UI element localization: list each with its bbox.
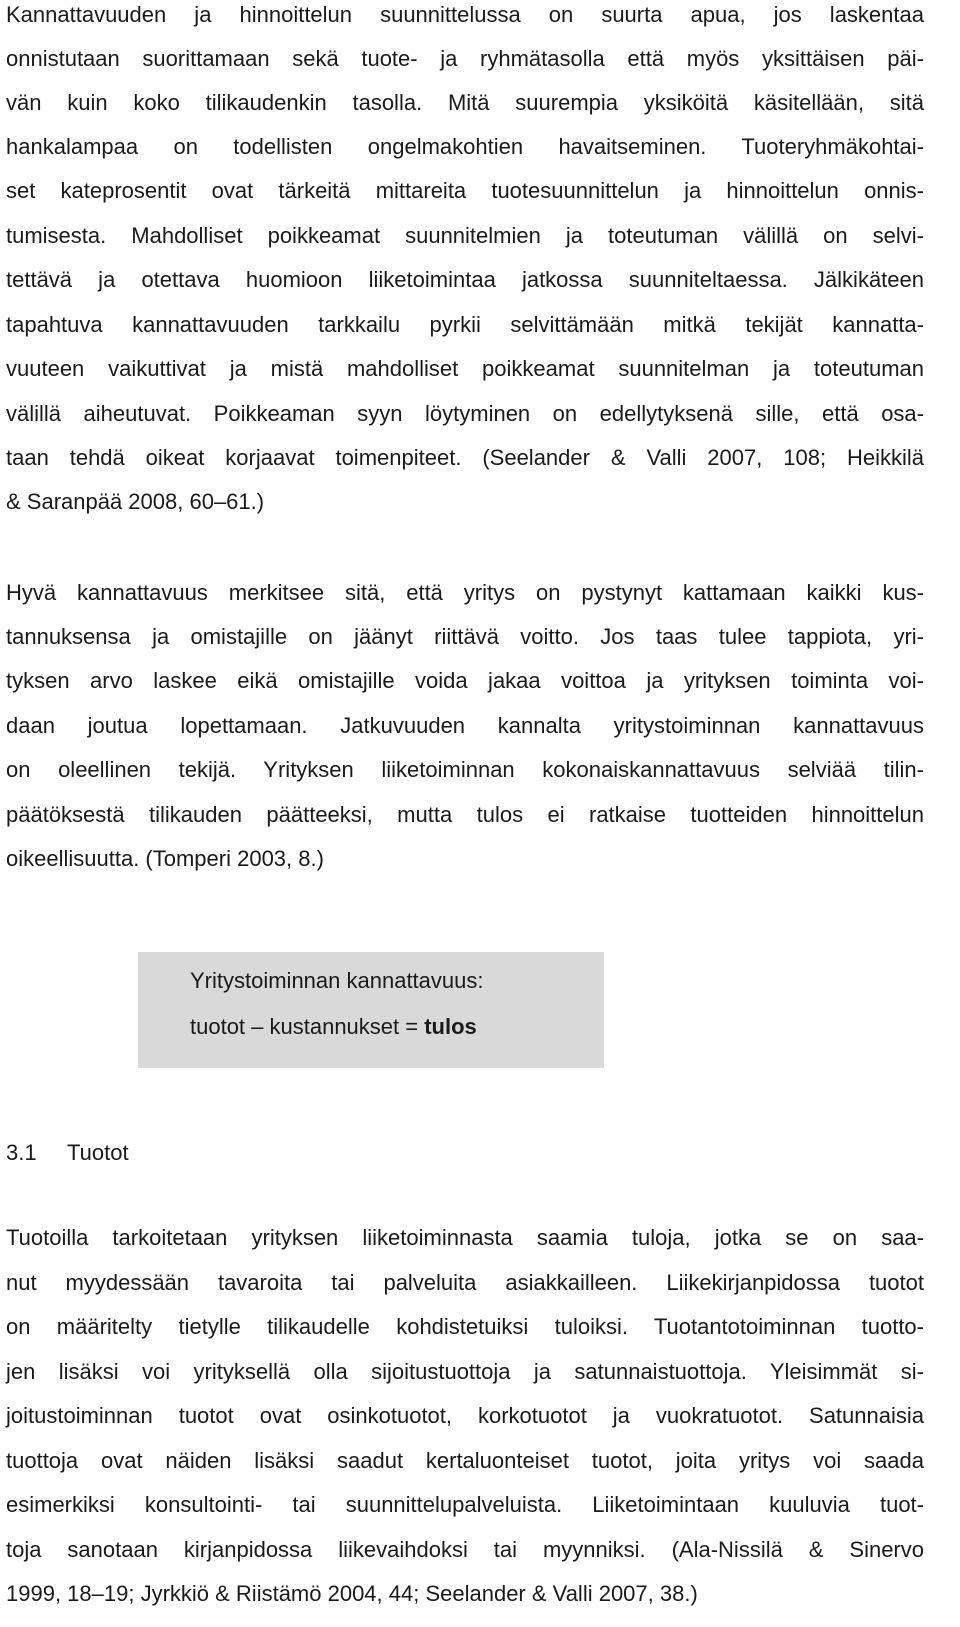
text-line: set kateprosentit ovat tärkeitä mittareita tuotesuunnittelun ja hinnoittelun onnis-	[6, 178, 924, 203]
section-number: 3.1	[6, 1140, 37, 1165]
text-line: Hyvä kannattavuus merkitsee sitä, että yritys on pystynyt kattamaan kaikki kus-	[6, 580, 924, 605]
formula-title: Yritystoiminnan kannattavuus:	[190, 968, 484, 993]
formula-expression: tuotot – kustannukset =	[190, 1014, 425, 1039]
text-line: tannuksensa ja omistajille on jäänyt riittävä voitto. Jos taas tulee tappiota, yri-	[6, 624, 924, 649]
text-line: vuuteen vaikuttivat ja mistä mahdolliset poikkeamat suunnitelman ja toteutuman	[6, 356, 924, 381]
text-line: onnistutaan suorittamaan sekä tuote- ja ryhmätasolla että myös yksittäisen päi-	[6, 46, 924, 71]
text-line: oikeellisuutta. (Tomperi 2003, 8.)	[6, 846, 324, 871]
text-line: Kannattavuuden ja hinnoittelun suunnittelussa on suurta apua, jos laskentaa	[6, 2, 924, 27]
section-title: Tuotot	[67, 1140, 129, 1165]
text-line: joitustoiminnan tuotot ovat osinkotuotot, korkotuotot ja vuokratuotot. Satunnaisia	[6, 1403, 924, 1428]
text-line: tyksen arvo laskee eikä omistajille voida jakaa voittoa ja yrityksen toiminta voi-	[6, 668, 924, 693]
text-line: 1999, 18–19; Jyrkkiö & Riistämö 2004, 44; Seelander & Valli 2007, 38.)	[6, 1581, 698, 1606]
section-heading	[6, 1138, 129, 1168]
text-line: nut myydessään tavaroita tai palveluita asiakkailleen. Liikekirjanpidossa tuotot	[6, 1270, 924, 1295]
text-line: toja sanotaan kirjanpidossa liikevaihdoksi tai myynniksi. (Ala-Nissilä & Sinervo	[6, 1537, 924, 1562]
text-line: Tuotoilla tarkoitetaan yrityksen liiketoiminnasta saamia tuloja, jotka se on saa-	[6, 1225, 924, 1250]
text-line: esimerkiksi konsultointi- tai suunnittelupalveluista. Liiketoimintaan kuuluvia tuot-	[6, 1492, 924, 1517]
text-line: päätöksestä tilikauden päätteeksi, mutta tulos ei ratkaise tuotteiden hinnoittelun	[6, 802, 924, 827]
text-line: on oleellinen tekijä. Yrityksen liiketoiminnan kokonaiskannattavuus selviää tilin-	[6, 757, 924, 782]
text-line: hankalampaa on todellisten ongelmakohtien havaitseminen. Tuoteryhmäkohtai-	[6, 134, 924, 159]
text-line: välillä aiheutuvat. Poikkeaman syyn löytyminen on edellytyksenä sille, että osa-	[6, 401, 924, 426]
text-line: vän kuin koko tilikaudenkin tasolla. Mitä suurempia yksiköitä käsitellään, sitä	[6, 90, 924, 115]
text-line: on määritelty tietylle tilikaudelle kohdistetuiksi tuloiksi. Tuotantotoiminnan tuotto-	[6, 1314, 924, 1339]
text-line: tettävä ja otettava huomioon liiketoimintaa jatkossa suunniteltaessa. Jälkikäteen	[6, 267, 924, 292]
formula-result: tulos	[424, 1014, 477, 1039]
text-line: daan joutua lopettamaan. Jatkuvuuden kannalta yritystoiminnan kannattavuus	[6, 713, 924, 738]
text-line: tumisesta. Mahdolliset poikkeamat suunnitelmien ja toteutuman välillä on selvi-	[6, 223, 924, 248]
formula-expression-line	[190, 1012, 477, 1042]
formula-box	[138, 952, 604, 1068]
text-line: jen lisäksi voi yrityksellä olla sijoitustuottoja ja satunnaistuottoja. Yleisimmät si-	[6, 1359, 924, 1384]
text-line: tapahtuva kannattavuuden tarkkailu pyrkii selvittämään mitkä tekijät kannatta-	[6, 312, 924, 337]
text-line: & Saranpää 2008, 60–61.)	[6, 489, 265, 514]
text-line: tuottoja ovat näiden lisäksi saadut kertaluonteiset tuotot, joita yritys voi saada	[6, 1448, 924, 1473]
text-line: taan tehdä oikeat korjaavat toimenpiteet. (Seelander & Valli 2007, 108; Heikkilä	[6, 445, 924, 470]
